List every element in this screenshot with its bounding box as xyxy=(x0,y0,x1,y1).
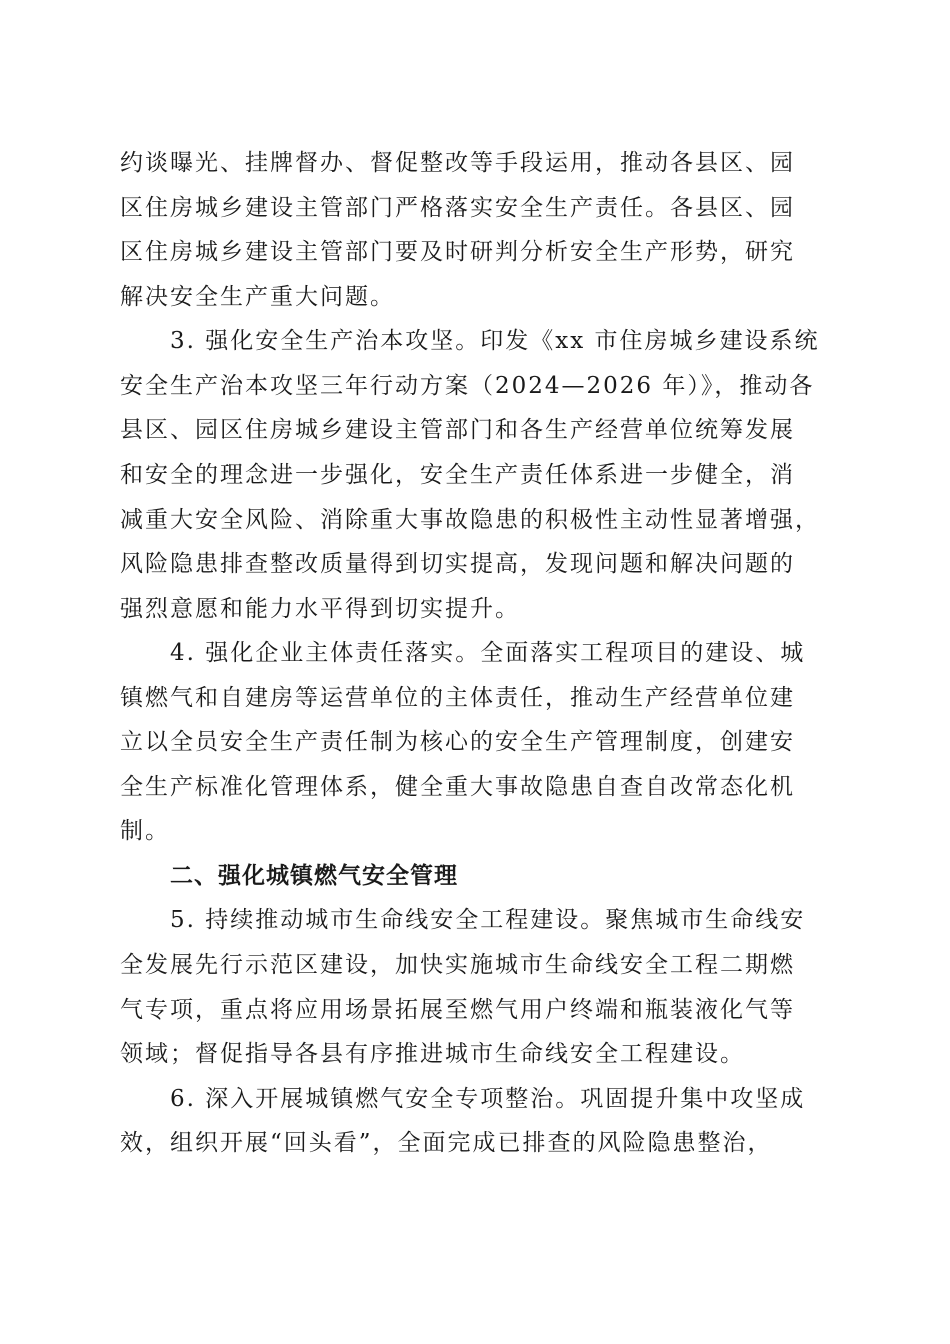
text-line: 领域；督促指导各县有序推进城市生命线安全工程建设。 xyxy=(120,1041,745,1067)
text-line: 制。 xyxy=(120,818,170,844)
item-3-first-line: 3. 强化安全生产治本攻坚。印发《xx 市住房城乡建设系统 xyxy=(170,328,820,354)
text-line: 效，组织开展“回头看”，全面完成已排查的风险隐患整治， xyxy=(120,1130,773,1156)
text-line: 镇燃气和自建房等运营单位的主体责任，推动生产经营单位建 xyxy=(120,685,795,711)
text-line: 县区、园区住房城乡建设主管部门和各生产经营单位统筹发展 xyxy=(120,417,795,443)
section-heading: 二、强化城镇燃气安全管理 xyxy=(170,863,458,889)
item-6-first-line: 6. 深入开展城镇燃气安全专项整治。巩固提升集中攻坚成 xyxy=(170,1086,806,1112)
text-line: 风险隐患排查整改质量得到切实提高，发现问题和解决问题的 xyxy=(120,551,795,577)
item-5-first-line: 5. 持续推动城市生命线安全工程建设。聚焦城市生命线安 xyxy=(170,907,806,933)
text-line: 区住房城乡建设主管部门要及时研判分析安全生产形势，研究 xyxy=(120,239,795,265)
text-line: 约谈曝光、挂牌督办、督促整改等手段运用，推动各县区、园 xyxy=(120,150,795,176)
text-line: 气专项，重点将应用场景拓展至燃气用户终端和瓶装液化气等 xyxy=(120,997,795,1023)
text-line: 解决安全生产重大问题。 xyxy=(120,284,395,310)
text-line: 减重大安全风险、消除重大事故隐患的积极性主动性显著增强， xyxy=(120,507,820,533)
text-line: 全发展先行示范区建设，加快实施城市生命线安全工程二期燃 xyxy=(120,952,795,978)
text-line: 区住房城乡建设主管部门严格落实安全生产责任。各县区、园 xyxy=(120,195,795,221)
text-line: 强烈意愿和能力水平得到切实提升。 xyxy=(120,596,520,622)
text-line: 全生产标准化管理体系，健全重大事故隐患自查自改常态化机 xyxy=(120,774,795,800)
text-line: 立以全员安全生产责任制为核心的安全生产管理制度，创建安 xyxy=(120,729,795,755)
item-4-first-line: 4. 强化企业主体责任落实。全面落实工程项目的建设、城 xyxy=(170,640,806,666)
text-line: 安全生产治本攻坚三年行动方案（2024—2026 年）》，推动各 xyxy=(120,373,815,399)
text-line: 和安全的理念进一步强化，安全生产责任体系进一步健全，消 xyxy=(120,462,795,488)
